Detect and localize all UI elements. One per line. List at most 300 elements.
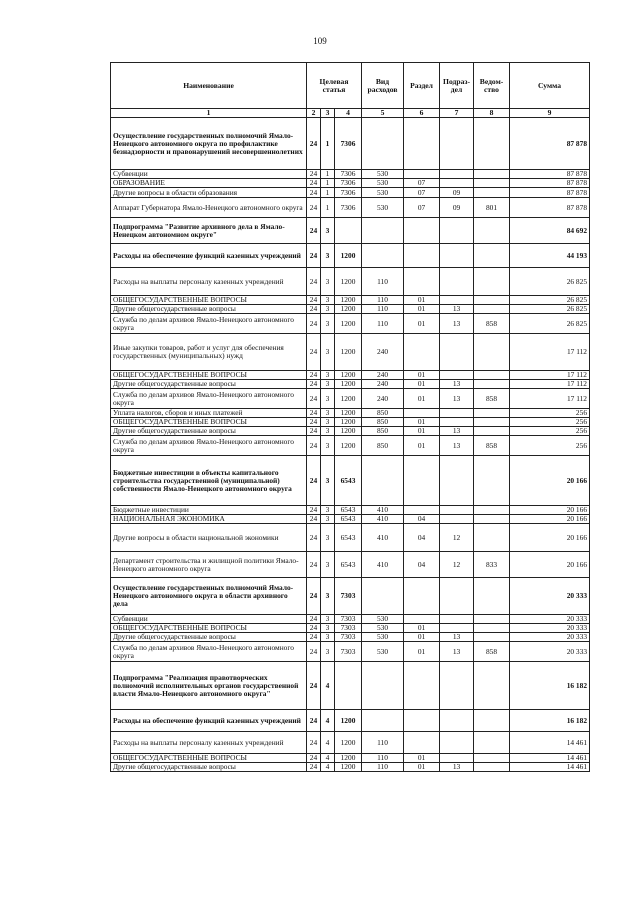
table-row (111, 389, 590, 409)
row-expense-type: 850 (362, 427, 404, 436)
row-target-article-subprogram: 3 (321, 506, 335, 515)
row-expense-type: 110 (362, 314, 404, 334)
row-sum: 20 166 (510, 456, 590, 506)
row-expense-type: 850 (362, 409, 404, 418)
row-target-article-program: 24 (307, 552, 321, 578)
row-target-article-subprogram: 3 (321, 268, 335, 296)
row-expense-type: 240 (362, 389, 404, 409)
row-expense-type (362, 578, 404, 615)
row-target-article-program: 24 (307, 763, 321, 772)
row-expense-type: 530 (362, 633, 404, 642)
row-sum: 14 461 (510, 763, 590, 772)
row-sum: 256 (510, 427, 590, 436)
row-sum: 84 692 (510, 218, 590, 244)
row-target-article-direction: 7306 (335, 179, 362, 188)
row-target-article-program: 24 (307, 662, 321, 710)
row-name: ОБЩЕГОСУДАРСТВЕННЫЕ ВОПРОСЫ (111, 754, 307, 763)
row-department: 801 (474, 198, 510, 218)
row-target-article-direction: 1200 (335, 244, 362, 268)
row-expense-type: 410 (362, 506, 404, 515)
row-department (474, 578, 510, 615)
row-target-article-program: 24 (307, 244, 321, 268)
row-target-article-subprogram: 3 (321, 552, 335, 578)
row-department (474, 515, 510, 524)
row-name: Уплата налогов, сборов и иных платежей (111, 409, 307, 418)
column-number: 1 (111, 109, 307, 118)
table-body (111, 118, 590, 772)
row-subsection (440, 244, 474, 268)
row-name: ОБЩЕГОСУДАРСТВЕННЫЕ ВОПРОСЫ (111, 296, 307, 305)
row-subsection: 09 (440, 188, 474, 198)
table-row (111, 305, 590, 314)
column-number-row (111, 109, 590, 118)
row-target-article-direction: 1200 (335, 763, 362, 772)
header-section: Раздел (404, 63, 440, 109)
row-expense-type: 240 (362, 334, 404, 371)
row-subsection: 13 (440, 380, 474, 389)
row-name: Подпрограмма "Реализация правотворческих полномочий исполнительных органов государственной власти Ямало-Ненецкого автономного округа" (111, 662, 307, 710)
row-department (474, 409, 510, 418)
table-row (111, 456, 590, 506)
row-department (474, 615, 510, 624)
row-target-article-subprogram: 1 (321, 179, 335, 188)
row-target-article-direction (335, 662, 362, 710)
table-row (111, 409, 590, 418)
row-section (404, 118, 440, 170)
row-sum: 87 878 (510, 179, 590, 188)
row-subsection (440, 371, 474, 380)
budget-table (110, 62, 590, 772)
row-name: ОБЩЕГОСУДАРСТВЕННЫЕ ВОПРОСЫ (111, 371, 307, 380)
row-target-article-program: 24 (307, 418, 321, 427)
row-section (404, 170, 440, 179)
row-name: Бюджетные инвестиции в объекты капитального строительства государственной (муниципальной) собственности Ямало-Ненецкого автономного округа (111, 456, 307, 506)
row-section (404, 662, 440, 710)
row-target-article-subprogram: 1 (321, 198, 335, 218)
row-section: 01 (404, 389, 440, 409)
row-sum: 16 182 (510, 710, 590, 732)
row-target-article-subprogram: 3 (321, 314, 335, 334)
row-expense-type (362, 218, 404, 244)
row-department (474, 218, 510, 244)
header-subsection: Подраз-дел (440, 63, 474, 109)
row-target-article-direction: 7303 (335, 624, 362, 633)
table-row (111, 334, 590, 371)
table-row (111, 662, 590, 710)
row-sum: 16 182 (510, 662, 590, 710)
row-section: 01 (404, 305, 440, 314)
column-number: 5 (362, 109, 404, 118)
column-number: 3 (321, 109, 335, 118)
row-name: Расходы на выплаты персоналу казенных учреждений (111, 268, 307, 296)
row-target-article-direction: 7303 (335, 633, 362, 642)
row-target-article-direction: 7303 (335, 615, 362, 624)
row-target-article-program: 24 (307, 615, 321, 624)
row-target-article-direction: 1200 (335, 334, 362, 371)
row-target-article-program: 24 (307, 456, 321, 506)
row-subsection (440, 118, 474, 170)
row-target-article-program: 24 (307, 314, 321, 334)
row-department (474, 662, 510, 710)
row-sum: 17 112 (510, 371, 590, 380)
row-section: 01 (404, 633, 440, 642)
row-sum: 26 825 (510, 314, 590, 334)
row-target-article-direction: 1200 (335, 380, 362, 389)
row-target-article-subprogram: 1 (321, 170, 335, 179)
table-row (111, 427, 590, 436)
row-sum: 26 825 (510, 296, 590, 305)
table-row (111, 515, 590, 524)
row-subsection (440, 409, 474, 418)
row-target-article-subprogram: 4 (321, 662, 335, 710)
row-sum: 20 166 (510, 552, 590, 578)
row-target-article-subprogram: 3 (321, 427, 335, 436)
row-sum: 20 333 (510, 642, 590, 662)
row-target-article-program: 24 (307, 633, 321, 642)
row-sum: 256 (510, 418, 590, 427)
row-expense-type (362, 662, 404, 710)
row-target-article-direction: 6543 (335, 506, 362, 515)
row-target-article-direction: 7303 (335, 642, 362, 662)
row-expense-type: 410 (362, 524, 404, 552)
row-department: 833 (474, 552, 510, 578)
row-expense-type (362, 456, 404, 506)
row-name: Другие вопросы в области национальной экономики (111, 524, 307, 552)
row-target-article-direction: 7306 (335, 198, 362, 218)
row-section (404, 268, 440, 296)
row-subsection (440, 268, 474, 296)
row-name: Служба по делам архивов Ямало-Ненецкого автономного округа (111, 314, 307, 334)
row-section: 01 (404, 763, 440, 772)
row-section: 01 (404, 380, 440, 389)
table-row (111, 170, 590, 179)
table-row (111, 524, 590, 552)
table-row (111, 578, 590, 615)
row-target-article-direction: 1200 (335, 268, 362, 296)
row-expense-type (362, 710, 404, 732)
row-name: Иные закупки товаров, работ и услуг для обеспечения государственных (муниципальных) нужд (111, 334, 307, 371)
row-target-article-direction: 1200 (335, 754, 362, 763)
row-section: 01 (404, 427, 440, 436)
table-row (111, 710, 590, 732)
row-department (474, 456, 510, 506)
row-department (474, 524, 510, 552)
row-sum: 87 878 (510, 188, 590, 198)
row-name: Другие общегосударственные вопросы (111, 633, 307, 642)
row-name: Другие общегосударственные вопросы (111, 427, 307, 436)
row-name: Осуществление государственных полномочий Ямало-Ненецкого автономного округа по профилактике безнадзорности и правонарушений несовершеннолетних (111, 118, 307, 170)
row-sum: 20 166 (510, 524, 590, 552)
table-row (111, 371, 590, 380)
table-row (111, 642, 590, 662)
row-target-article-program: 24 (307, 389, 321, 409)
row-sum: 20 333 (510, 615, 590, 624)
row-sum: 17 112 (510, 389, 590, 409)
row-department (474, 268, 510, 296)
row-sum: 20 166 (510, 515, 590, 524)
column-number: 4 (335, 109, 362, 118)
row-department (474, 305, 510, 314)
table-row (111, 506, 590, 515)
table-row (111, 198, 590, 218)
row-expense-type: 530 (362, 188, 404, 198)
row-target-article-program: 24 (307, 218, 321, 244)
row-department (474, 763, 510, 772)
row-target-article-subprogram: 3 (321, 244, 335, 268)
table-row (111, 754, 590, 763)
row-sum: 256 (510, 436, 590, 456)
row-target-article-program: 24 (307, 732, 321, 754)
row-subsection (440, 710, 474, 732)
row-name: Бюджетные инвестиции (111, 506, 307, 515)
row-target-article-program: 24 (307, 198, 321, 218)
row-expense-type: 110 (362, 305, 404, 314)
row-target-article-subprogram: 3 (321, 334, 335, 371)
table-row (111, 296, 590, 305)
row-target-article-direction: 6543 (335, 456, 362, 506)
row-target-article-program: 24 (307, 334, 321, 371)
row-target-article-direction: 1200 (335, 436, 362, 456)
row-target-article-subprogram: 3 (321, 436, 335, 456)
row-target-article-subprogram: 3 (321, 418, 335, 427)
row-section (404, 409, 440, 418)
row-expense-type: 110 (362, 732, 404, 754)
row-subsection (440, 662, 474, 710)
row-section (404, 456, 440, 506)
row-sum: 14 461 (510, 754, 590, 763)
row-expense-type: 240 (362, 380, 404, 389)
row-target-article-direction: 1200 (335, 418, 362, 427)
row-target-article-program: 24 (307, 296, 321, 305)
row-subsection: 13 (440, 389, 474, 409)
row-target-article-direction: 1200 (335, 389, 362, 409)
table-row (111, 633, 590, 642)
header-sum: Сумма (510, 63, 590, 109)
row-section: 04 (404, 524, 440, 552)
row-target-article-subprogram: 4 (321, 732, 335, 754)
row-target-article-subprogram: 3 (321, 456, 335, 506)
row-subsection (440, 334, 474, 371)
row-subsection (440, 170, 474, 179)
row-name: НАЦИОНАЛЬНАЯ ЭКОНОМИКА (111, 515, 307, 524)
row-target-article-subprogram: 4 (321, 763, 335, 772)
row-department (474, 334, 510, 371)
column-number: 8 (474, 109, 510, 118)
row-target-article-program: 24 (307, 409, 321, 418)
row-expense-type: 110 (362, 754, 404, 763)
row-expense-type: 850 (362, 436, 404, 456)
row-sum: 14 461 (510, 732, 590, 754)
row-section (404, 244, 440, 268)
row-target-article-subprogram: 3 (321, 389, 335, 409)
row-sum: 17 112 (510, 334, 590, 371)
table-row (111, 188, 590, 198)
row-department (474, 244, 510, 268)
row-subsection (440, 179, 474, 188)
column-number: 7 (440, 109, 474, 118)
row-section: 07 (404, 179, 440, 188)
row-target-article-direction: 1200 (335, 732, 362, 754)
row-department (474, 506, 510, 515)
row-department (474, 732, 510, 754)
table-row (111, 732, 590, 754)
table-row (111, 436, 590, 456)
row-name: Другие вопросы в области образования (111, 188, 307, 198)
row-target-article-direction (335, 218, 362, 244)
row-subsection (440, 732, 474, 754)
row-expense-type: 110 (362, 296, 404, 305)
row-section: 01 (404, 371, 440, 380)
row-target-article-direction: 7306 (335, 188, 362, 198)
table-row (111, 615, 590, 624)
row-name: Аппарат Губернатора Ямало-Ненецкого автономного округа (111, 198, 307, 218)
row-target-article-subprogram: 3 (321, 633, 335, 642)
row-target-article-subprogram: 3 (321, 624, 335, 633)
table-row (111, 118, 590, 170)
row-target-article-subprogram: 3 (321, 524, 335, 552)
row-subsection (440, 456, 474, 506)
row-sum: 26 825 (510, 305, 590, 314)
row-department (474, 754, 510, 763)
row-subsection (440, 506, 474, 515)
row-sum: 26 825 (510, 268, 590, 296)
row-target-article-program: 24 (307, 642, 321, 662)
row-section (404, 334, 440, 371)
row-expense-type: 110 (362, 763, 404, 772)
row-name: Расходы на обеспечение функций казенных учреждений (111, 710, 307, 732)
table-row (111, 179, 590, 188)
row-expense-type: 530 (362, 642, 404, 662)
header-row (111, 63, 590, 109)
row-subsection: 13 (440, 763, 474, 772)
row-name: Департамент строительства и жилищной политики Ямало-Ненецкого автономного округа (111, 552, 307, 578)
header-department: Ведом-ство (474, 63, 510, 109)
table-row (111, 268, 590, 296)
row-target-article-direction: 1200 (335, 296, 362, 305)
row-target-article-direction: 1200 (335, 409, 362, 418)
row-target-article-program: 24 (307, 427, 321, 436)
row-subsection (440, 218, 474, 244)
row-target-article-program: 24 (307, 268, 321, 296)
table-row (111, 418, 590, 427)
row-target-article-program: 24 (307, 380, 321, 389)
header-expense-type: Вид расходов (362, 63, 404, 109)
row-target-article-direction: 7306 (335, 118, 362, 170)
row-name: ОБРАЗОВАНИЕ (111, 179, 307, 188)
row-sum: 20 166 (510, 506, 590, 515)
row-name: ОБЩЕГОСУДАРСТВЕННЫЕ ВОПРОСЫ (111, 624, 307, 633)
row-target-article-direction: 6543 (335, 524, 362, 552)
row-sum: 87 878 (510, 170, 590, 179)
row-section: 07 (404, 188, 440, 198)
row-target-article-program: 24 (307, 118, 321, 170)
page-number: 109 (313, 36, 327, 46)
row-target-article-program: 24 (307, 515, 321, 524)
row-name: Служба по делам архивов Ямало-Ненецкого автономного округа (111, 436, 307, 456)
row-name: Другие общегосударственные вопросы (111, 305, 307, 314)
row-department (474, 118, 510, 170)
column-number: 9 (510, 109, 590, 118)
row-section: 01 (404, 642, 440, 662)
row-expense-type: 530 (362, 170, 404, 179)
row-section: 04 (404, 552, 440, 578)
table-row (111, 552, 590, 578)
row-target-article-program: 24 (307, 170, 321, 179)
row-department (474, 179, 510, 188)
table-row (111, 624, 590, 633)
row-target-article-direction: 1200 (335, 371, 362, 380)
row-department (474, 296, 510, 305)
row-target-article-subprogram: 1 (321, 188, 335, 198)
row-subsection: 13 (440, 642, 474, 662)
row-expense-type: 410 (362, 552, 404, 578)
row-name: Другие общегосударственные вопросы (111, 380, 307, 389)
row-target-article-subprogram: 4 (321, 710, 335, 732)
row-target-article-subprogram: 3 (321, 305, 335, 314)
row-expense-type: 850 (362, 418, 404, 427)
row-target-article-direction: 1200 (335, 314, 362, 334)
row-department: 858 (474, 642, 510, 662)
row-target-article-direction: 6543 (335, 515, 362, 524)
row-expense-type: 240 (362, 371, 404, 380)
row-department (474, 418, 510, 427)
row-department (474, 624, 510, 633)
row-expense-type: 530 (362, 198, 404, 218)
row-department (474, 371, 510, 380)
row-sum: 17 112 (510, 380, 590, 389)
row-subsection: 13 (440, 427, 474, 436)
table-row (111, 218, 590, 244)
row-target-article-program: 24 (307, 436, 321, 456)
row-subsection: 13 (440, 633, 474, 642)
row-subsection: 13 (440, 436, 474, 456)
row-name: Субвенции (111, 615, 307, 624)
row-target-article-program: 24 (307, 506, 321, 515)
row-target-article-subprogram: 3 (321, 218, 335, 244)
row-department: 858 (474, 389, 510, 409)
row-section (404, 710, 440, 732)
row-target-article-subprogram: 3 (321, 578, 335, 615)
column-number: 2 (307, 109, 321, 118)
row-subsection (440, 515, 474, 524)
row-sum: 44 193 (510, 244, 590, 268)
row-section: 01 (404, 296, 440, 305)
row-expense-type: 530 (362, 624, 404, 633)
row-name: Расходы на обеспечение функций казенных учреждений (111, 244, 307, 268)
table-row (111, 244, 590, 268)
row-expense-type: 530 (362, 179, 404, 188)
table-row (111, 314, 590, 334)
row-sum: 87 878 (510, 118, 590, 170)
row-sum: 87 878 (510, 198, 590, 218)
row-name: Служба по делам архивов Ямало-Ненецкого автономного округа (111, 389, 307, 409)
row-name: Служба по делам архивов Ямало-Ненецкого автономного округа (111, 642, 307, 662)
row-target-article-subprogram: 3 (321, 296, 335, 305)
row-subsection (440, 615, 474, 624)
table-row (111, 380, 590, 389)
row-target-article-program: 24 (307, 578, 321, 615)
row-section: 01 (404, 436, 440, 456)
row-target-article-program: 24 (307, 371, 321, 380)
row-subsection (440, 754, 474, 763)
row-target-article-subprogram: 3 (321, 409, 335, 418)
row-target-article-direction: 6543 (335, 552, 362, 578)
row-sum: 256 (510, 409, 590, 418)
row-department (474, 188, 510, 198)
row-expense-type: 530 (362, 615, 404, 624)
row-subsection: 12 (440, 524, 474, 552)
row-department (474, 710, 510, 732)
